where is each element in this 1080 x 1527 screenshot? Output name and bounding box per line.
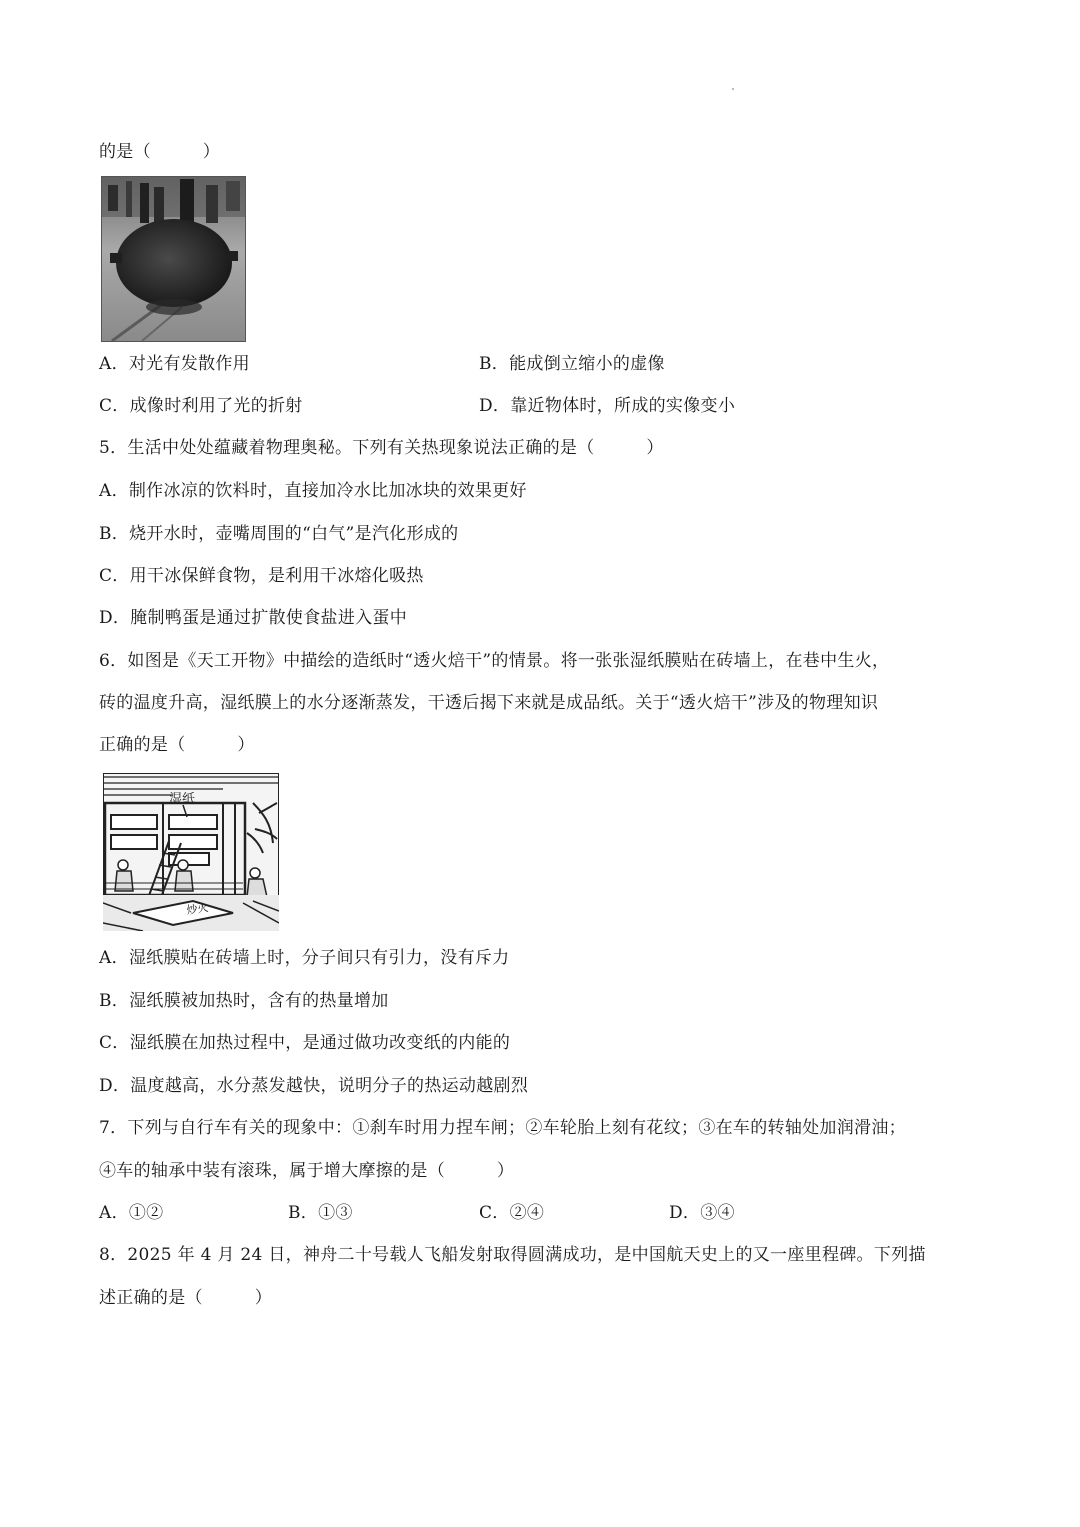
- q4-option-a[interactable]: A．对光有发散作用: [99, 354, 250, 374]
- q7-option-c[interactable]: C．②④: [479, 1203, 545, 1223]
- q7-option-a[interactable]: A．①②: [99, 1203, 164, 1223]
- q6-option-a[interactable]: A．湿纸膜贴在砖墙上时，分子间只有引力，没有斥力: [99, 948, 510, 968]
- scan-speck: [732, 88, 734, 90]
- q4-lens-photo: [101, 176, 246, 342]
- q4-option-d[interactable]: D．靠近物体时，所成的实像变小: [479, 396, 736, 416]
- q7-stem-line2: ④车的轴承中装有滚珠，属于增大摩擦的是（ ）: [99, 1161, 515, 1181]
- q8-stem-line2: 述正确的是（ ）: [99, 1288, 272, 1308]
- q4-option-c[interactable]: C．成像时利用了光的折射: [99, 396, 303, 416]
- q4-stem-tail: 的是（ ）: [99, 142, 221, 162]
- q6-stem-line3: 正确的是（ ）: [99, 735, 255, 755]
- q4-option-b[interactable]: B．能成倒立缩小的虚像: [479, 354, 665, 374]
- q6-figure-label-wet-paper: 湿纸: [169, 792, 196, 807]
- q5-option-c[interactable]: C．用干冰保鲜食物，是利用干冰熔化吸热: [99, 566, 424, 586]
- q7-stem-line1: 7．下列与自行车有关的现象中：①刹车时用力捏车闸；②车轮胎上刻有花纹；③在车的转轴处加润滑油；: [99, 1118, 906, 1138]
- q6-figure-label-fire: 炒火: [185, 901, 210, 917]
- q6-stem-line2: 砖的温度升高，湿纸膜上的水分逐渐蒸发，干透后揭下来就是成品纸。关于“透火焙干”涉及的物理知识: [99, 693, 879, 713]
- q8-stem-line1: 8．2025 年 4 月 24 日，神舟二十号载人飞船发射取得圆满成功，是中国航天史上的又一座里程碑。下列描: [99, 1245, 926, 1265]
- q5-stem: 5．生活中处处蕴藏着物理奥秘。下列有关热现象说法正确的是（ ）: [99, 438, 664, 458]
- q7-option-b[interactable]: B．①③: [288, 1203, 353, 1223]
- q6-option-d[interactable]: D．温度越高，水分蒸发越快，说明分子的热运动越剧烈: [99, 1076, 529, 1096]
- q6-woodcut-figure: [103, 773, 279, 931]
- q5-option-d[interactable]: D．腌制鸭蛋是通过扩散使食盐进入蛋中: [99, 608, 408, 628]
- q5-option-a[interactable]: A．制作冰凉的饮料时，直接加冷水比加冰块的效果更好: [99, 481, 527, 501]
- q7-option-d[interactable]: D．③④: [669, 1203, 735, 1223]
- q6-stem-line1: 6．如图是《天工开物》中描绘的造纸时“透火焙干”的情景。将一张张湿纸膜贴在砖墙上，在巷中生火，: [99, 651, 890, 671]
- q5-option-b[interactable]: B．烧开水时，壶嘴周围的“白气”是汽化形成的: [99, 524, 459, 544]
- q6-option-b[interactable]: B．湿纸膜被加热时，含有的热量增加: [99, 991, 389, 1011]
- q6-option-c[interactable]: C．湿纸膜在加热过程中，是通过做功改变纸的内能的: [99, 1033, 511, 1053]
